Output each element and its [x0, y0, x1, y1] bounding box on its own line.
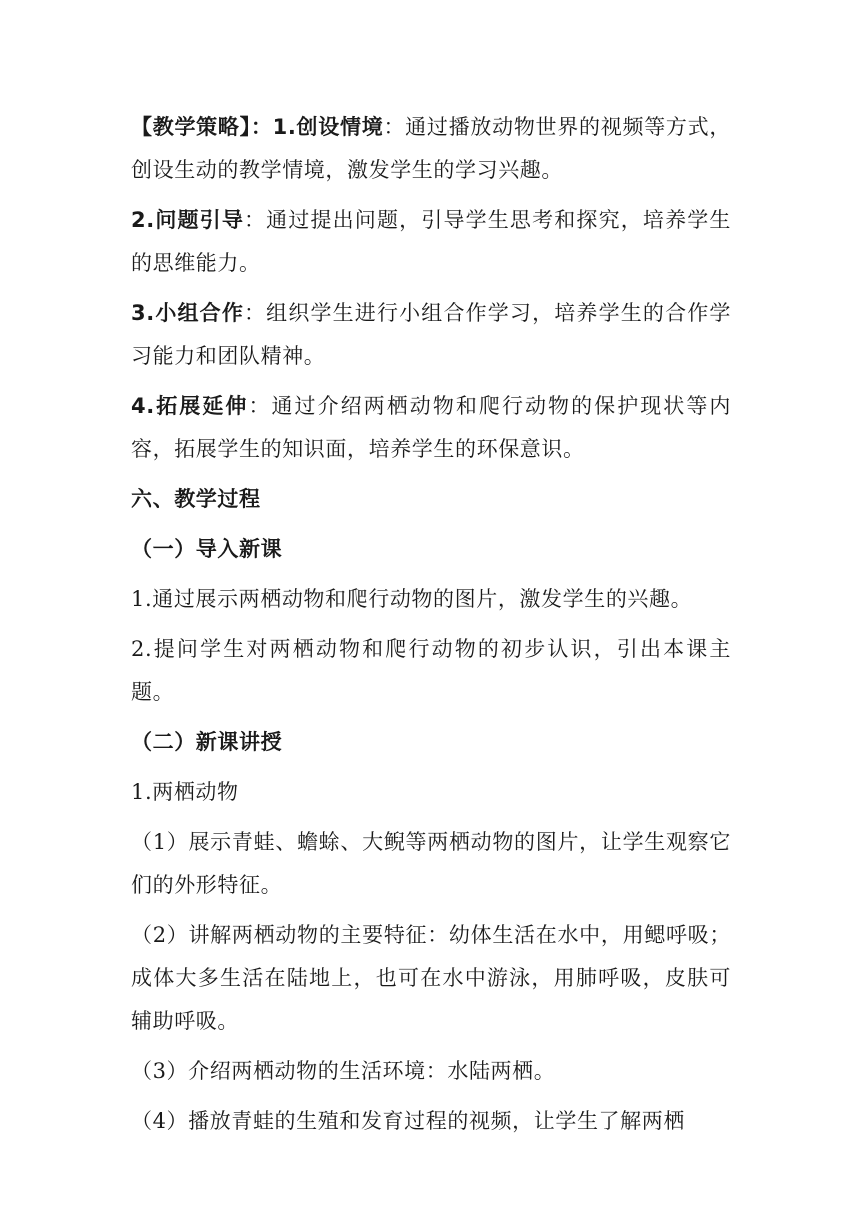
- strategy-label: 【教学策略】：: [131, 115, 273, 139]
- part-2-title: （二）新课讲授: [131, 730, 283, 754]
- strategy-item-1-text: ：通过播放动物世界的视频等方式，创设生动的教学情境，激发学生的学习兴趣。: [131, 115, 731, 182]
- strategy-paragraph-1: [131, 106, 731, 192]
- strategy-item-2-text: ：通过提出问题，引导学生思考和探究，培养学生的思维能力。: [131, 208, 731, 275]
- strategy-item-2-title: 2.问题引导: [131, 208, 244, 232]
- section-6-title: 六、教学过程: [131, 487, 261, 511]
- strategy-paragraph-3: [131, 292, 731, 378]
- part-2-sub-1-item-3: （3）介绍两栖动物的生活环境：水陆两栖。: [131, 1059, 556, 1083]
- strategy-paragraph-2: [131, 199, 731, 285]
- strategy-item-3-title: 3.小组合作: [131, 301, 244, 325]
- strategy-item-1-title: 1.创设情境: [272, 115, 384, 139]
- part-1-item-2: 2.提问学生对两栖动物和爬行动物的初步认识，引出本课主题。: [131, 637, 731, 704]
- strategy-item-4-title: 4.拓展延伸: [131, 394, 249, 418]
- strategy-paragraph-4: [131, 385, 731, 471]
- part-1-title: （一）导入新课: [131, 537, 283, 561]
- strategy-item-4-text: ：通过介绍两栖动物和爬行动物的保护现状等内容，拓展学生的知识面，培养学生的环保意识。: [131, 394, 731, 461]
- part-1-item-1: 1.通过展示两栖动物和爬行动物的图片，激发学生的兴趣。: [131, 587, 693, 611]
- document-page: [131, 106, 731, 1150]
- part-2-sub-1-title: 1.两栖动物: [131, 780, 239, 804]
- part-2-sub-1-item-1: （1）展示青蛙、蟾蜍、大鲵等两栖动物的图片，让学生观察它们的外形特征。: [131, 830, 731, 897]
- part-2-sub-1-item-4: （4）播放青蛙的生殖和发育过程的视频，让学生了解两栖: [131, 1109, 685, 1133]
- part-2-sub-1-item-2: （2）讲解两栖动物的主要特征：幼体生活在水中，用鳃呼吸；成体大多生活在陆地上，也可在水中游泳，用肺呼吸，皮肤可辅助呼吸。: [131, 923, 731, 1033]
- strategy-item-3-text: ：组织学生进行小组合作学习，培养学生的合作学习能力和团队精神。: [131, 301, 731, 368]
